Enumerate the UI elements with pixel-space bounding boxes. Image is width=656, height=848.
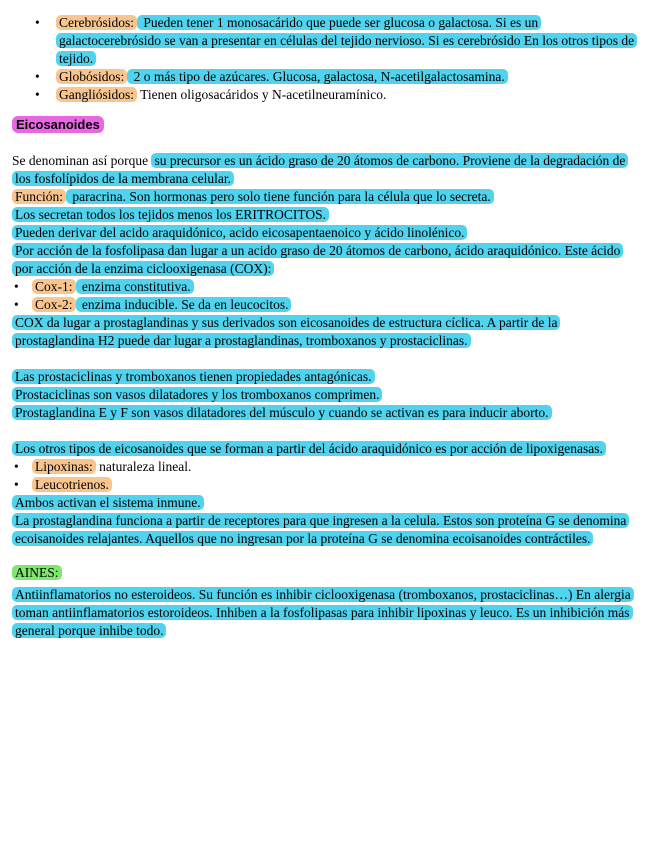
spacer <box>12 422 636 440</box>
paragraph-pge: Prostaglandina E y F son vasos dilatadores del músculo y cuando se activan es para inducir aborto. <box>12 404 636 422</box>
list-item: • Cox-1: enzima constitutiva. <box>12 278 636 296</box>
definition: Pueden tener 1 monosacárido que puede ser glucosa o galactosa. Si es un galactocerebrósido se van a presentar en células del tejido nervioso. Si es cerebrósido En los otros tipos de tejido. <box>56 15 637 66</box>
bullet-icon: • <box>35 69 40 84</box>
paragraph-inmune: Ambos activan el sistema inmune. <box>12 494 636 512</box>
list-item: • Lipoxinas: naturaleza lineal. <box>14 459 192 474</box>
bullet-icon: • <box>14 279 19 294</box>
section-heading-aines: AINES: <box>12 564 636 582</box>
list-item <box>12 86 636 104</box>
term: Cerebrósidos: <box>56 15 137 30</box>
bullet-icon: • <box>14 297 19 312</box>
paragraph-secretan: Los secretan todos los tejidos menos los ERITROCITOS. <box>12 206 636 224</box>
term: Gangliósidos: <box>56 87 137 102</box>
bullet-icon: • <box>14 477 19 492</box>
list-item: • Leucotrienos. <box>12 476 636 494</box>
paragraph-aines: Antiinflamatorios no esteroideos. Su función es inhibir ciclooxigenasa (tromboxanos, prostaciclinas…) En alergia toman antiinflamatorios estoroideos. Inhiben a la fosfolipasas para inhibir lipoxinas y leuco. Es un inhibición más general porque inhibe todo. <box>12 586 636 640</box>
paragraph-cox-intro: Por acción de la fosfolipasa dan lugar a un acido graso de 20 átomos de carbono, ácido araquidónico. Este ácido por acción de la enzima ciclooxigenasa (COX): <box>12 242 636 278</box>
spacer <box>12 350 636 368</box>
section-heading-eicosanoides: Eicosanoides <box>12 116 636 134</box>
term: Globósidos: <box>56 69 127 84</box>
list-item <box>12 14 636 68</box>
paragraph-derivar: Pueden derivar del acido araquidónico, acido eicosapentaenoico y ácido linolénico. <box>12 224 636 242</box>
paragraph-funcion: Función: paracrina. Son hormonas pero solo tiene función para la célula que lo secreta. <box>12 188 636 206</box>
paragraph-antagonicas: Las prostaciclinas y tromboxanos tienen propiedades antagónicas. <box>12 368 636 386</box>
paragraph-lipo-intro: Los otros tipos de eicosanoides que se forman a partir del ácido araquidónico es por acción de lipoxigenasas. <box>12 440 636 458</box>
bullet-icon: • <box>35 15 40 30</box>
paragraph-intro: Se denominan así porque su precursor es un ácido graso de 20 átomos de carbono. Proviene de la degradación de los fosfolípidos de la membrana celular. <box>12 152 636 188</box>
paragraph-dilatadores: Prostaciclinas son vasos dilatadores y los tromboxanos comprimen. <box>12 386 636 404</box>
bullet-icon: • <box>14 459 19 474</box>
list-item: • Cox-2: enzima inducible. Se da en leucocitos. <box>12 296 636 314</box>
paragraph-receptores: La prostaglandina funciona a partir de receptores para que ingresen a la celula. Estos son proteína G se denomina ecoisanoides relajantes. Aquellos que no ingresan por la proteína G se denomina ecoisanoides contráctiles. <box>12 512 636 548</box>
paragraph-cox-result: COX da lugar a prostaglandinas y sus derivados son eicosanoides de estructura cíclica. A partir de la prostaglandina H2 puede dar lugar a prostaglandinas, tromboxanos y prostaciclinas. <box>12 314 636 350</box>
definition: Tienen oligosacáridos y N-acetilneuramínico. <box>137 87 387 102</box>
bullet-icon: • <box>35 87 40 102</box>
definition: 2 o más tipo de azúcares. Glucosa, galactosa, N-acetilgalactosamina. <box>127 69 507 84</box>
list-item <box>12 68 636 86</box>
glycolipid-list <box>12 14 636 104</box>
